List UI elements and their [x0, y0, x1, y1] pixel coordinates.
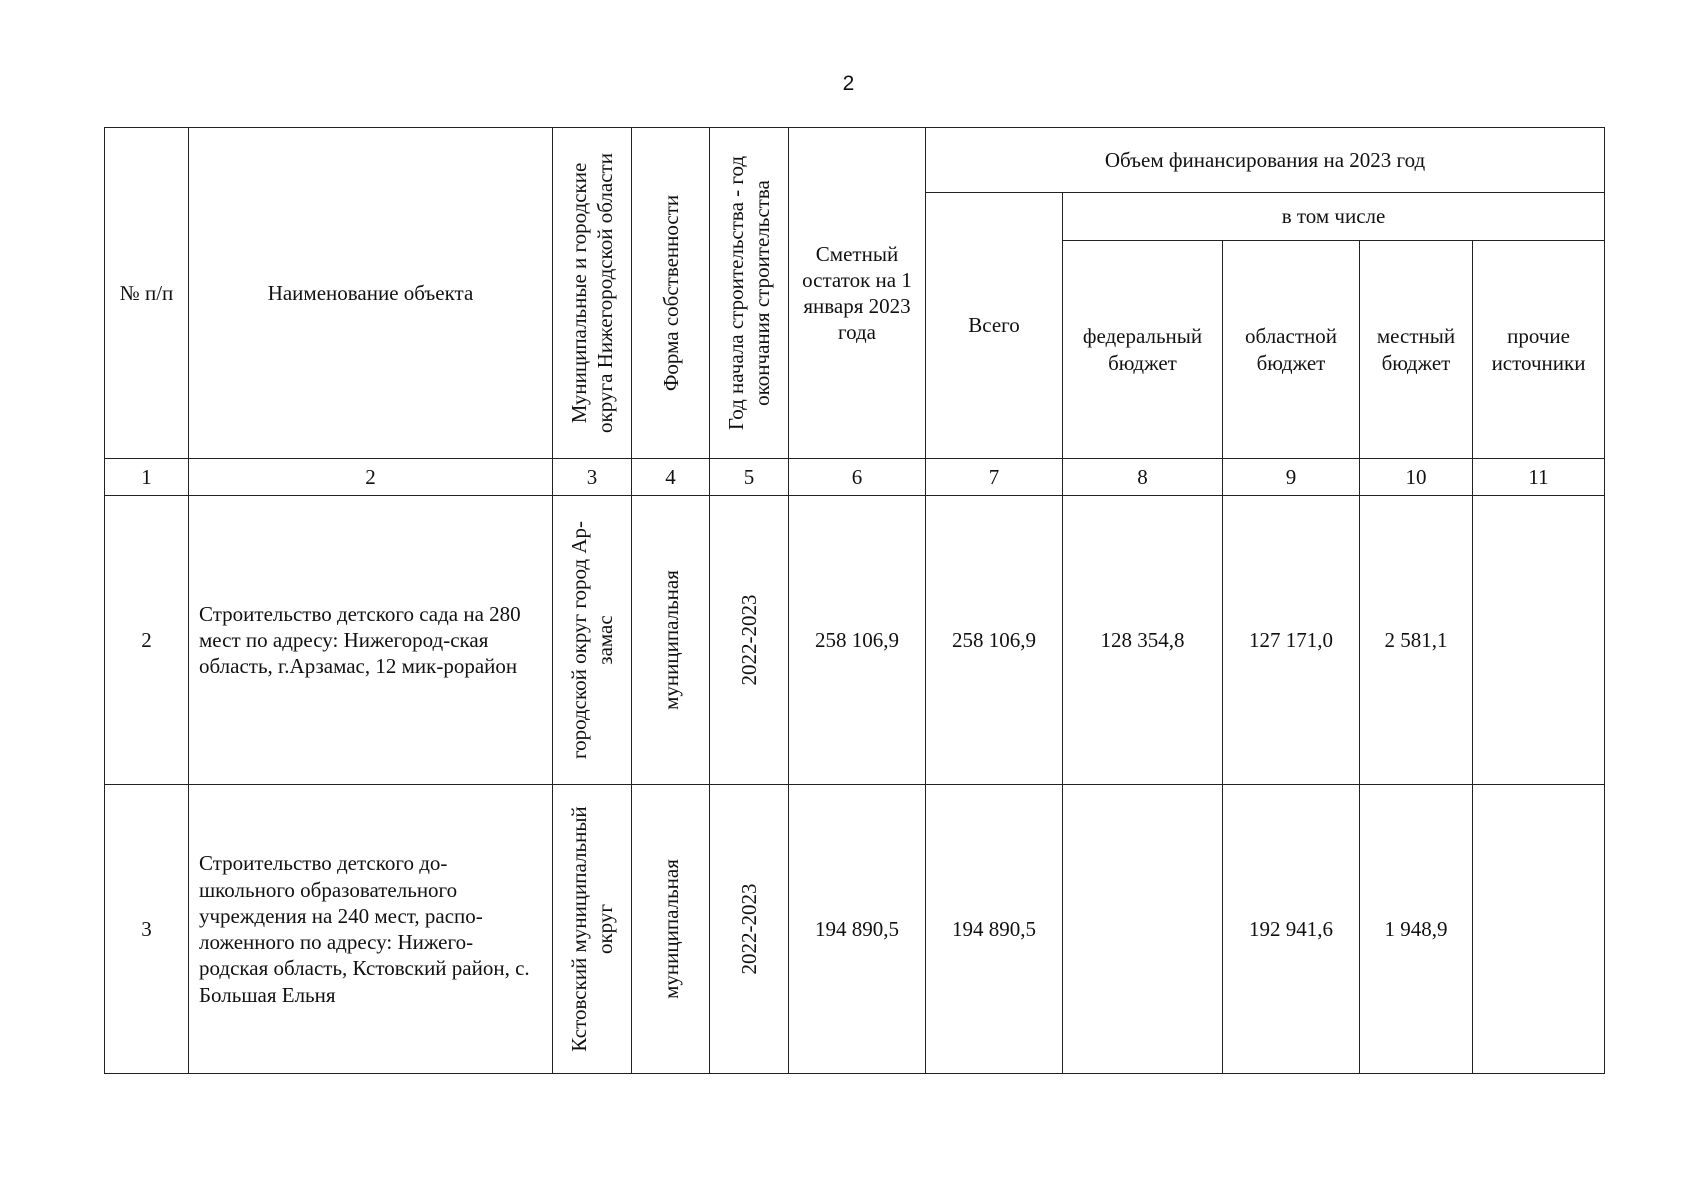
- header-ownership: Форма собственности: [658, 194, 683, 392]
- row-municipality-cell: [553, 785, 632, 1074]
- header-total: Всего: [926, 193, 1063, 459]
- header-including: в том числе: [1063, 193, 1605, 241]
- header-ownership-cell: [632, 128, 710, 459]
- row-balance: 258 106,9: [789, 496, 926, 785]
- row-local: 1 948,9: [1360, 785, 1473, 1074]
- row-other: [1473, 496, 1605, 785]
- row-total: 194 890,5: [926, 785, 1063, 1074]
- header-local: местный бюджет: [1360, 241, 1473, 459]
- header-municipality: Муниципальные и городские округа Нижегородской области: [566, 153, 617, 433]
- column-number: 1: [105, 459, 189, 496]
- page-number: 2: [842, 72, 855, 95]
- row-ownership-cell: [632, 785, 710, 1074]
- row-ownership-cell: [632, 496, 710, 785]
- row-years-cell: [710, 496, 789, 785]
- row-other: [1473, 785, 1605, 1074]
- header-years: Год начала строительства - год окончания строительства: [723, 155, 774, 431]
- row-num: 3: [105, 785, 189, 1074]
- row-total: 258 106,9: [926, 496, 1063, 785]
- row-years-cell: [710, 785, 789, 1074]
- column-number: 8: [1063, 459, 1223, 496]
- financing-table: [104, 127, 1605, 1074]
- column-number: 4: [632, 459, 710, 496]
- column-number: 7: [926, 459, 1063, 496]
- row-federal: 128 354,8: [1063, 496, 1223, 785]
- header-regional: областной бюджет: [1223, 241, 1360, 459]
- column-number: 6: [789, 459, 926, 496]
- row-municipality: городской округ город Ар-замас: [566, 521, 617, 759]
- column-number-row: [105, 459, 1605, 496]
- row-municipality-cell: [553, 496, 632, 785]
- header-num: № п/п: [105, 128, 189, 459]
- header-funding-group: Объем финансирования на 2023 год: [926, 128, 1605, 193]
- header-balance: Сметный остаток на 1 января 2023 года: [789, 128, 926, 459]
- column-number: 5: [710, 459, 789, 496]
- column-number: 10: [1360, 459, 1473, 496]
- row-num: 2: [105, 496, 189, 785]
- header-other: прочие источники: [1473, 241, 1605, 459]
- header-federal: федеральный бюджет: [1063, 241, 1223, 459]
- column-number: 2: [189, 459, 553, 496]
- table-row: [105, 785, 1605, 1074]
- header-name: Наименование объекта: [189, 128, 553, 459]
- column-number: 3: [553, 459, 632, 496]
- row-years: 2022-2023: [736, 594, 761, 686]
- header-municipality-cell: [553, 128, 632, 459]
- row-regional: 127 171,0: [1223, 496, 1360, 785]
- table-row: [105, 496, 1605, 785]
- header-years-cell: [710, 128, 789, 459]
- row-balance: 194 890,5: [789, 785, 926, 1074]
- row-ownership: муниципальная: [658, 859, 683, 999]
- column-number: 11: [1473, 459, 1605, 496]
- row-object-name: Строительство детского сада на 280 мест по адресу: Нижегород-ская область, г.Арзамас, 12 мик-рорайон: [189, 496, 553, 785]
- row-ownership: муниципальная: [658, 570, 683, 710]
- row-federal: [1063, 785, 1223, 1074]
- row-object-name: Строительство детского до-школьного образовательного учреждения на 240 мест, распо-ложенного по адресу: Нижего-родская область, Кстовский район, с. Большая Ельня: [189, 785, 553, 1074]
- row-regional: 192 941,6: [1223, 785, 1360, 1074]
- row-years: 2022-2023: [736, 883, 761, 975]
- row-local: 2 581,1: [1360, 496, 1473, 785]
- row-municipality: Кстовский муниципальный округ: [566, 806, 617, 1052]
- column-number: 9: [1223, 459, 1360, 496]
